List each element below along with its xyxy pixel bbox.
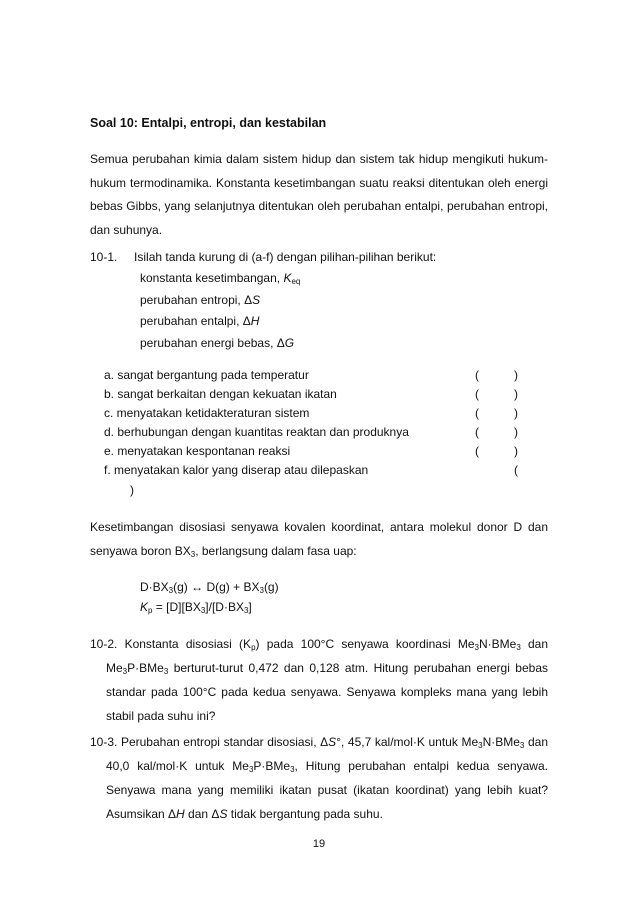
item-e: e. menyatakan kespontanan reaksi [104, 444, 291, 458]
question-line: Asumsikan ΔH dan ΔS tidak bergantung pada suhu. [106, 807, 383, 821]
answer-blank-close: ) [514, 444, 518, 458]
answer-blank-close: ) [514, 425, 518, 439]
intro-line: hukum termodinamika. Konstanta kesetimbangan suatu reaksi ditentukan oleh energi [90, 175, 548, 190]
option-free-energy: perubahan energi bebas, ΔG [140, 336, 295, 350]
answer-blank-close: ) [130, 483, 134, 497]
item-c: c. menyatakan ketidakteraturan sistem [104, 406, 310, 420]
kp-expression: $K_p = [D][BX_3]/[D\cdot BX_3]$ [140, 600, 252, 615]
question-line: Senyawa mana yang memiliki ikatan pusat (ikatan koordinat) yang lebih kuat? [106, 783, 548, 797]
answer-blank-open[interactable]: ( [475, 368, 479, 382]
reaction-equation: $D\cdot BX_3(g)$ ↔ $D(g) + BX_3(g)$ [140, 580, 279, 595]
item-a: a. sangat bergantung pada temperatur [104, 368, 309, 382]
answer-blank-open[interactable]: ( [514, 463, 518, 477]
item-f: f. menyatakan kalor yang diserap atau dilepaskan [104, 463, 369, 477]
question-number: 10-1. [90, 250, 118, 264]
item-d: d. berhubungan dengan kuantitas reaktan dan produknya [104, 425, 409, 439]
question-line: standar pada 100°C pada kedua senyawa. Senyawa kompleks mana yang lebih [106, 685, 548, 699]
equilibrium-line: senyawa boron $BX_3$, berlangsung dalam fasa uap: [90, 543, 357, 559]
item-b: b. sangat berkaitan dengan kekuatan ikatan [104, 387, 337, 401]
answer-blank-open[interactable]: ( [475, 406, 479, 420]
question-prompt: Isilah tanda kurung di (a-f) dengan pilihan-pilihan berikut: [134, 250, 437, 264]
answer-blank-close: ) [514, 387, 518, 401]
question-line: $Me_3P\cdot BMe_3$ berturut-turut 0,472 dan 0,128 atm. Hitung perubahan energi bebas [106, 661, 548, 676]
section-title: Soal 10: Entalpi, entropi, dan kestabilan [90, 116, 327, 130]
answer-blank-open[interactable]: ( [475, 444, 479, 458]
answer-blank-open[interactable]: ( [475, 387, 479, 401]
intro-line: dan suhunya. [90, 222, 163, 237]
equilibrium-paragraph [90, 516, 548, 563]
option-entropy: perubahan entropi, ΔS [140, 293, 261, 307]
question-line: 40,0 kal/mol·K untuk $Me_3P\cdot BMe_3$, Hitung perubahan entalpi kedua senyawa. [106, 759, 548, 774]
intro-line: bebas Gibbs, yang selanjutnya ditentukan oleh perubahan entalpi, perubahan entropi, [90, 199, 548, 213]
answer-blank-close: ) [514, 368, 518, 382]
answer-blank-close: ) [514, 406, 518, 420]
equilibrium-line: Kesetimbangan disosiasi senyawa kovalen koordinat, antara molekul donor D dan [90, 520, 548, 534]
question-line: 10-2. Konstanta disosiasi $(K_p)$ pada 100°C senyawa koordinasi $Me_3N\cdot BMe_3$ dan [90, 637, 549, 652]
answer-blank-open[interactable]: ( [475, 425, 479, 439]
intro-line: Semua perubahan kimia dalam sistem hidup dan sistem tak hidup mengikuti hukum- [90, 152, 548, 166]
question-10-2 [90, 632, 548, 728]
intro-paragraph [90, 148, 548, 242]
question-line: stabil pada suhu ini? [106, 709, 216, 723]
page-number: 19 [312, 838, 326, 850]
question-line: 10-3. Perubahan entropi standar disosiasi, ΔS°, 45,7 kal/mol·K untuk $Me_3N\cdot BMe_3$ dan [90, 735, 548, 750]
question-10-3 [90, 730, 548, 826]
option-keq: konstanta kesetimbangan, $K_{eq}$ [140, 271, 301, 286]
question-10-1-prompt [90, 248, 436, 266]
option-enthalpy: perubahan entalpi, ΔH [140, 314, 260, 328]
